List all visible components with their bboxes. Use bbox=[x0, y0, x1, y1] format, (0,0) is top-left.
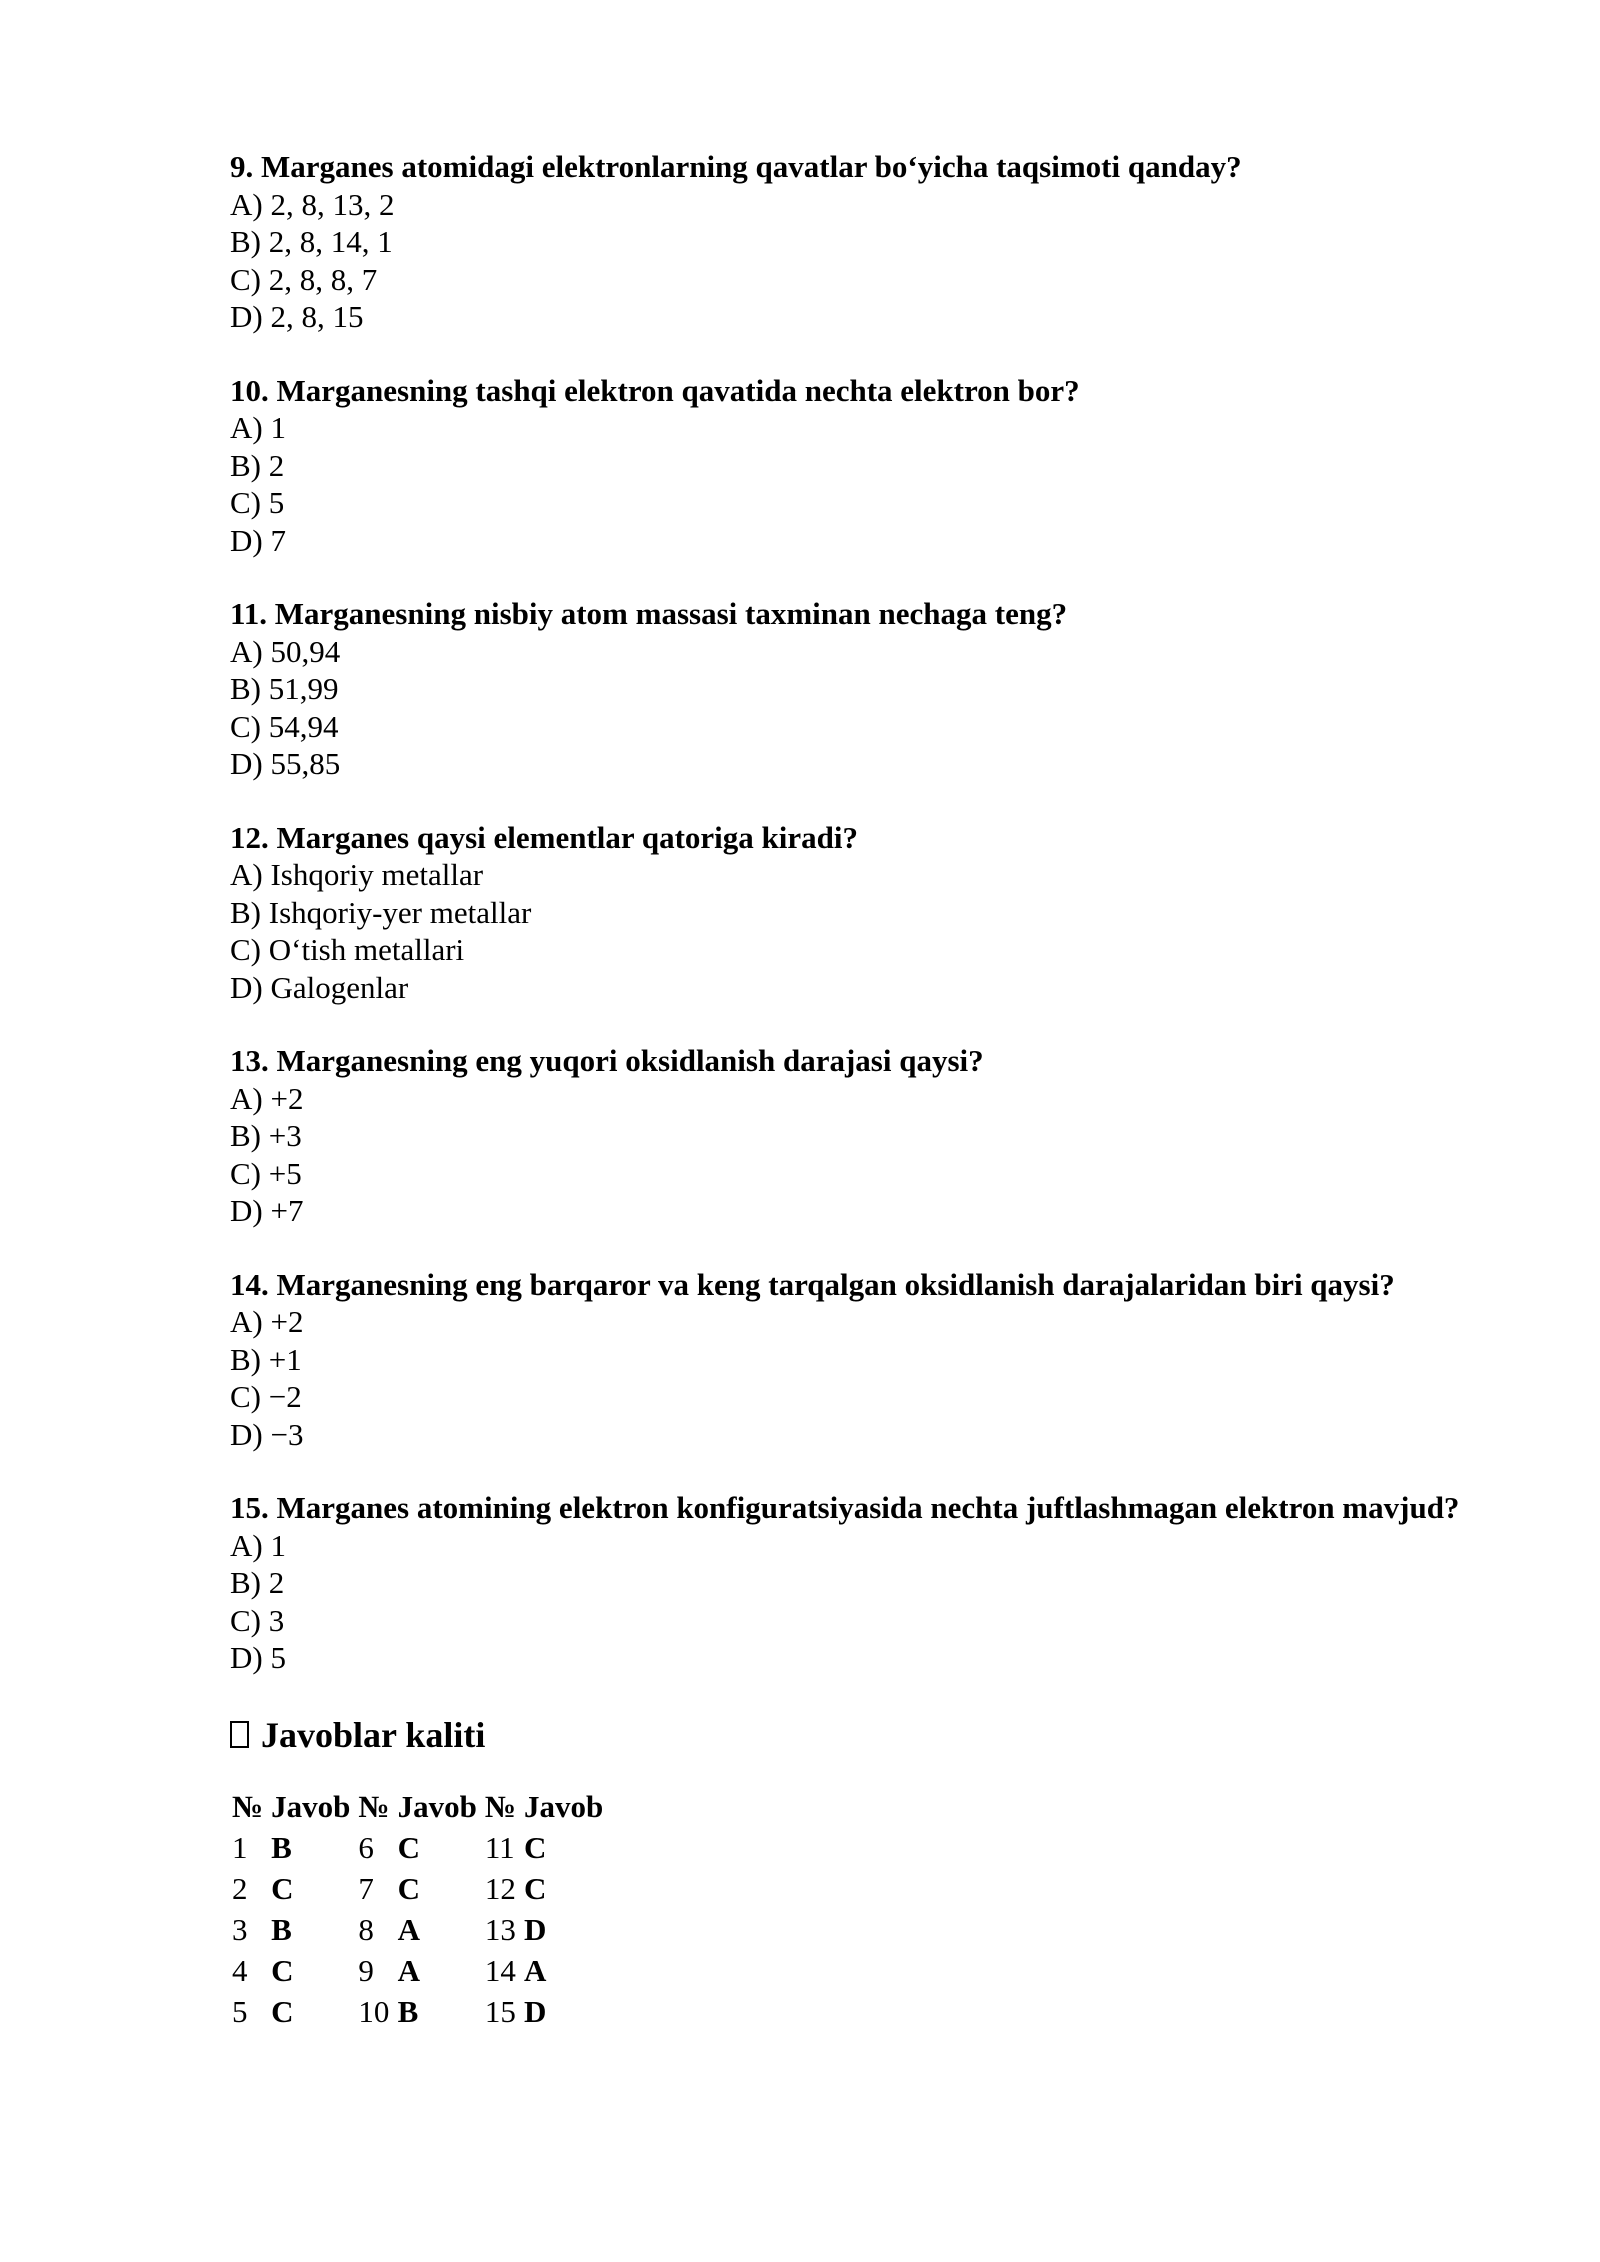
question-12 bbox=[230, 819, 1490, 1007]
column-header: № bbox=[232, 1789, 264, 1824]
answer-key-title: Javoblar kaliti bbox=[261, 1714, 486, 1755]
missing-glyph-icon bbox=[230, 1721, 249, 1748]
question-text: 12. Marganes qaysi elementlar qatoriga kiradi? bbox=[230, 819, 858, 855]
table-row bbox=[232, 1869, 611, 1910]
option-a: A) 1 bbox=[230, 1527, 286, 1563]
option-c: C) 3 bbox=[230, 1602, 285, 1638]
option-b: B) +1 bbox=[230, 1341, 302, 1377]
answer-letter: B bbox=[271, 1830, 292, 1865]
option-c: C) 2, 8, 8, 7 bbox=[230, 261, 378, 297]
answer-letter: C bbox=[523, 1871, 547, 1906]
option-b: B) 2 bbox=[230, 447, 285, 483]
column-header: № bbox=[358, 1789, 390, 1824]
option-d: D) 2, 8, 15 bbox=[230, 299, 364, 334]
question-number: 12 bbox=[484, 1871, 516, 1906]
answer-letter: C bbox=[271, 1953, 294, 1988]
table-row bbox=[232, 1828, 611, 1869]
option-d: D) 7 bbox=[230, 522, 286, 558]
option-c: C) 5 bbox=[230, 485, 285, 520]
option-d: D) Galogenlar bbox=[230, 969, 409, 1005]
question-number: 15 bbox=[484, 1994, 516, 2029]
answer-key-table bbox=[232, 1787, 611, 2033]
question-13 bbox=[230, 1042, 1490, 1230]
option-d: D) 5 bbox=[230, 1640, 286, 1675]
table-row bbox=[232, 1992, 611, 2033]
answer-letter: B bbox=[397, 1994, 419, 2029]
option-a: A) +2 bbox=[230, 1080, 304, 1116]
question-text: 13. Marganesning eng yuqori oksidlanish darajasi qaysi? bbox=[230, 1043, 984, 1078]
question-11 bbox=[230, 595, 1490, 783]
option-d: D) −3 bbox=[230, 1416, 304, 1452]
question-15 bbox=[230, 1489, 1490, 1677]
question-text: 11. Marganesning nisbiy atom massasi taxminan nechaga teng? bbox=[230, 596, 1068, 631]
option-a: A) Ishqoriy metallar bbox=[230, 857, 484, 892]
table-row bbox=[232, 1951, 611, 1992]
column-header: Javob bbox=[397, 1789, 477, 1824]
option-a: A) 2, 8, 13, 2 bbox=[230, 186, 395, 222]
question-number: 14 bbox=[484, 1953, 516, 1988]
question-text: 10. Marganesning tashqi elektron qavatida nechta elektron bor? bbox=[230, 372, 1080, 408]
question-number: 5 bbox=[232, 1994, 248, 2029]
option-d: D) +7 bbox=[230, 1193, 304, 1228]
option-c: C) O‘tish metallari bbox=[230, 932, 465, 967]
answer-letter: A bbox=[523, 1953, 547, 1988]
option-c: C) −2 bbox=[230, 1379, 302, 1414]
table-row bbox=[232, 1910, 611, 1951]
answer-letter: C bbox=[271, 1994, 294, 2029]
option-d: D) 55,85 bbox=[230, 746, 341, 781]
answer-letter: C bbox=[397, 1830, 420, 1865]
answer-letter: A bbox=[397, 1912, 420, 1947]
question-text: 15. Marganes atomining elektron konfiguratsiyasida nechta juftlashmagan elektron mavjud? bbox=[230, 1490, 1460, 1525]
answer-key-heading bbox=[230, 1713, 1490, 1757]
question-number: 1 bbox=[232, 1830, 248, 1865]
question-number: 7 bbox=[358, 1871, 374, 1906]
question-9 bbox=[230, 148, 1490, 336]
question-number: 8 bbox=[358, 1912, 374, 1947]
option-c: C) 54,94 bbox=[230, 708, 339, 744]
option-a: A) +2 bbox=[230, 1304, 304, 1339]
question-number: 10 bbox=[358, 1994, 390, 2029]
question-number: 2 bbox=[232, 1871, 248, 1906]
question-text: 14. Marganesning eng barqaror va keng tarqalgan oksidlanish darajalaridan biri qaysi? bbox=[230, 1266, 1395, 1302]
option-b: B) +3 bbox=[230, 1118, 302, 1153]
document-page bbox=[230, 148, 1490, 2033]
option-b: B) 2, 8, 14, 1 bbox=[230, 224, 393, 259]
answer-letter: C bbox=[523, 1830, 547, 1865]
column-header: Javob bbox=[271, 1789, 351, 1824]
option-b: B) Ishqoriy-yer metallar bbox=[230, 894, 532, 930]
answer-letter: D bbox=[523, 1994, 547, 2029]
table-header-row bbox=[232, 1787, 611, 1828]
option-b: B) 51,99 bbox=[230, 671, 339, 706]
answer-letter: C bbox=[397, 1871, 420, 1906]
question-10 bbox=[230, 372, 1490, 560]
question-14 bbox=[230, 1266, 1490, 1454]
column-header: Javob bbox=[523, 1789, 604, 1824]
question-number: 9 bbox=[358, 1953, 374, 1988]
question-number: 11 bbox=[484, 1830, 515, 1865]
question-number: 3 bbox=[232, 1912, 248, 1947]
answer-letter: A bbox=[397, 1953, 420, 1988]
answer-letter: B bbox=[271, 1912, 292, 1947]
answer-letter: D bbox=[523, 1912, 547, 1947]
option-c: C) +5 bbox=[230, 1155, 302, 1191]
column-header: № bbox=[484, 1789, 516, 1824]
question-number: 4 bbox=[232, 1953, 248, 1988]
option-b: B) 2 bbox=[230, 1565, 285, 1600]
answer-letter: C bbox=[271, 1871, 294, 1906]
question-number: 13 bbox=[484, 1912, 516, 1947]
question-text: 9. Marganes atomidagi elektronlarning qavatlar bo‘yicha taqsimoti qanday? bbox=[230, 149, 1242, 184]
option-a: A) 50,94 bbox=[230, 633, 341, 669]
question-number: 6 bbox=[358, 1830, 374, 1865]
option-a: A) 1 bbox=[230, 410, 286, 445]
